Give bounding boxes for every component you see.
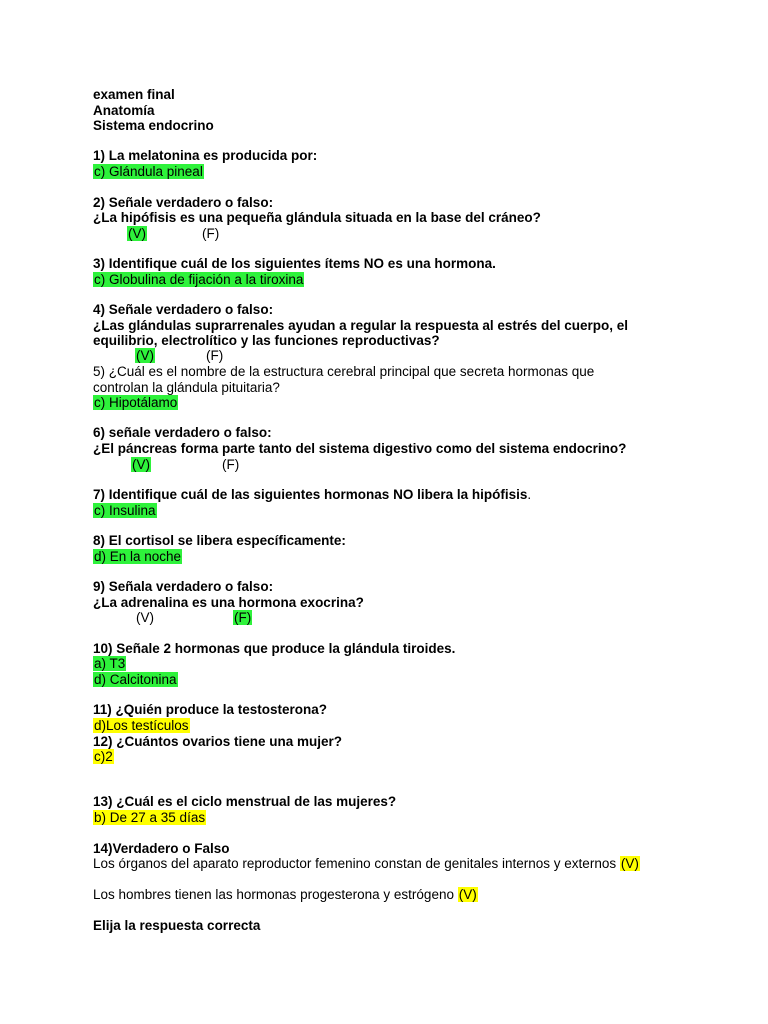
q9-option-f (233, 610, 252, 626)
answer-13-highlight: b) De 27 a 35 días (94, 810, 206, 825)
q2-option-v-text: (V) (128, 226, 146, 241)
q9-option-v: (V) (136, 610, 154, 625)
answer-11-highlight: d)Los testículos (94, 718, 189, 733)
answer-12 (93, 749, 114, 765)
question-7-text: 7) Identifique cuál de las siguientes hormonas NO libera la hipófisis (93, 487, 528, 502)
question-13: 13) ¿Cuál es el ciclo menstrual de las mujeres? (93, 794, 397, 809)
answer-10-d-highlight: d) Calcitonina (94, 672, 177, 687)
answer-3-highlight: c) Globulina de fijación a la tiroxina (94, 272, 304, 287)
question-14-heading: 14)Verdadero o Falso (93, 841, 230, 856)
question-7 (93, 487, 531, 503)
answer-3 (93, 272, 304, 288)
q4-option-v-text: (V) (136, 348, 154, 363)
question-4-heading: 4) Señale verdadero o falso: (93, 302, 274, 317)
answer-8 (93, 549, 182, 565)
question-5-line2: controlan la glándula pituitaria? (93, 380, 280, 395)
answer-5-highlight: c) Hipotálamo (94, 395, 178, 410)
answer-11 (93, 718, 190, 734)
doc-subject: Anatomía (93, 103, 155, 118)
question-9-heading: 9) Señala verdadero o falso: (93, 579, 274, 594)
q4-option-f: (F) (206, 348, 224, 363)
answer-10-a-highlight: a) T3 (94, 656, 126, 671)
answer-10-d (93, 672, 178, 688)
answer-8-highlight: d) En la noche (94, 549, 182, 564)
doc-topic: Sistema endocrino (93, 118, 214, 133)
question-14-statement-1 (93, 856, 640, 872)
question-2-heading: 2) Señale verdadero o falso: (93, 195, 274, 210)
question-5-line1: 5) ¿Cuál es el nombre de la estructura cerebral principal que secreta hormonas que (93, 364, 595, 379)
q2-option-f: (F) (202, 226, 220, 241)
question-3: 3) Identifique cuál de los siguientes ítems NO es una hormona. (93, 256, 496, 271)
question-6-heading: 6) señale verdadero o falso: (93, 425, 272, 440)
doc-title: examen final (93, 87, 175, 102)
question-14-statement-2 (93, 887, 478, 903)
answer-1 (93, 164, 204, 180)
question-6: ¿El páncreas forma parte tanto del sistema digestivo como del sistema endocrino? (93, 441, 627, 456)
answer-7 (93, 503, 157, 519)
question-7-period: . (527, 487, 532, 502)
question-4-line2: equilibrio, electrolítico y las funciones reproductivas? (93, 333, 440, 348)
question-12: 12) ¿Cuántos ovarios tiene una mujer? (93, 734, 343, 749)
q2-option-v (127, 226, 147, 242)
question-1: 1) La melatonina es producida por: (93, 148, 318, 163)
question-2: ¿La hipófisis es una pequeña glándula situada en la base del cráneo? (93, 210, 541, 225)
answer-13 (93, 810, 206, 826)
q6-option-f: (F) (222, 457, 240, 472)
statement-1-mark: (V) (620, 856, 639, 871)
statement-1-text: Los órganos del aparato reproductor femenino constan de genitales internos y externos (93, 856, 617, 871)
question-4-line1: ¿Las glándulas suprarrenales ayudan a regular la respuesta al estrés del cuerpo, el (93, 318, 628, 333)
answer-7-highlight: c) Insulina (94, 503, 156, 518)
question-8: 8) El cortisol se libera específicamente: (93, 533, 346, 548)
q9-option-f-text: (F) (234, 610, 252, 625)
answer-5 (93, 395, 178, 411)
q6-option-v (131, 457, 151, 473)
q4-option-v (135, 348, 155, 364)
answer-1-highlight: c) Glándula pineal (94, 164, 203, 179)
question-10: 10) Señale 2 hormonas que produce la glándula tiroides. (93, 641, 456, 656)
statement-2-text: Los hombres tienen las hormonas progesterona y estrógeno (93, 887, 454, 902)
answer-10-a (93, 656, 126, 672)
q6-option-v-text: (V) (132, 457, 150, 472)
statement-2-mark: (V) (458, 887, 477, 902)
question-11: 11) ¿Quién produce la testosterona? (93, 702, 328, 717)
answer-12-highlight: c)2 (94, 749, 113, 764)
final-instruction: Elija la respuesta correcta (93, 918, 261, 933)
question-9: ¿La adrenalina es una hormona exocrina? (93, 595, 364, 610)
